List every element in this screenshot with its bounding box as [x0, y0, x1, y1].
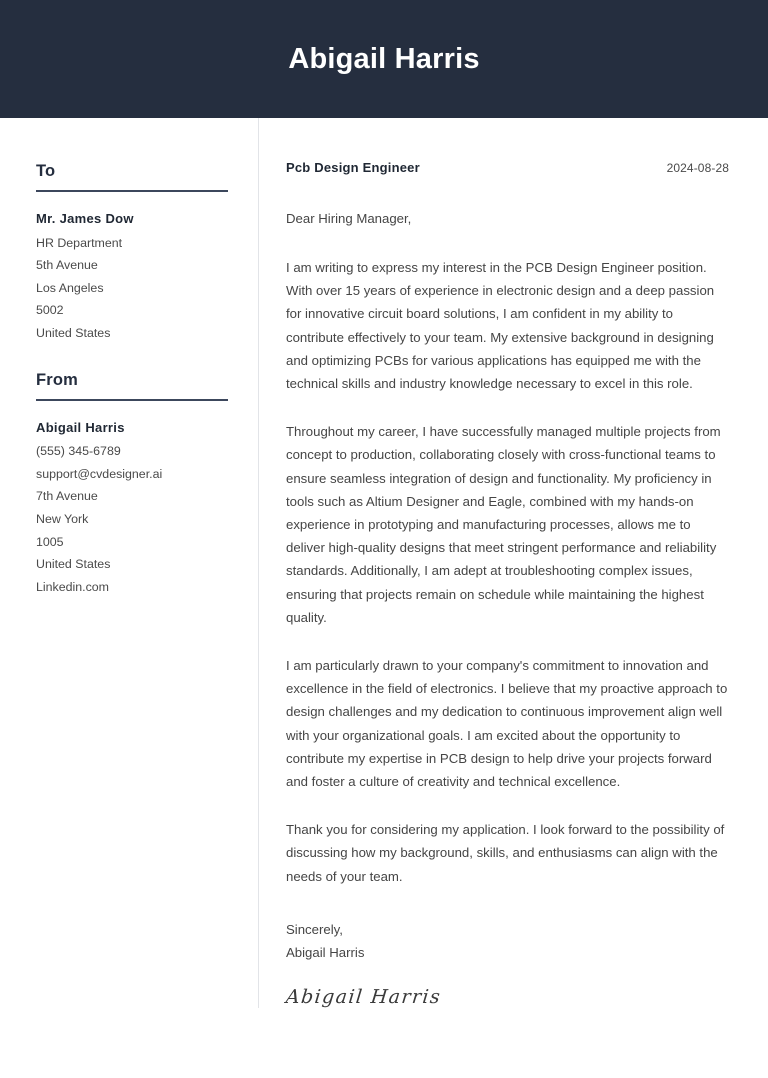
sender-block	[36, 371, 228, 599]
letter-paragraph: Thank you for considering my application. I look forward to the possibility of discussing how my background, skills, and enthusiasms can align with the needs of your team.	[286, 822, 725, 884]
recipient-postcode: 5002	[36, 303, 64, 318]
from-heading: From	[36, 370, 79, 389]
sender-country: United States	[36, 557, 111, 572]
job-title: Pcb Design Engineer	[286, 160, 420, 175]
sender-linkedin: Linkedin.com	[36, 579, 110, 594]
signature: Abigail Harris	[284, 986, 443, 1009]
letter-paragraph: I am particularly drawn to your company's commitment to innovation and excellence in the field of electronics. I believe that my proactive approach to design challenges and my dedication to continuous improvement align well with your organizational goals. I am excited about the opportunity to contribute my expertise in PCB design to help drive your projects forward and foster a culture of creativity and technical excellence.	[286, 658, 728, 790]
sender-phone: (555) 345-6789	[36, 444, 121, 459]
recipient-city: Los Angeles	[36, 280, 104, 295]
page-title: Abigail Harris	[288, 42, 480, 75]
closing-word: Sincerely,	[286, 921, 343, 937]
sender-email: support@cvdesigner.ai	[36, 466, 163, 481]
closing-block	[286, 918, 729, 964]
recipient-street: 5th Avenue	[36, 258, 98, 273]
letter-paragraph: Throughout my career, I have successfully managed multiple projects from concept to production, collaborating closely with cross-functional teams to ensure seamless integration of design and functionality. My proficiency in tools such as Altium Designer and Eagle, combined with my hands-on experience in prototyping and manufacturing processes, allows me to deliver high-quality designs that meet stringent performance and reliability standards. Additionally, I am adept at troubleshooting complex issues, ensuring that projects remain on schedule while maintaining the highest quality.	[286, 424, 721, 625]
recipient-country: United States	[36, 325, 111, 340]
to-rule	[36, 190, 228, 192]
sender-city: New York	[36, 511, 89, 526]
document-header	[0, 0, 768, 118]
sender-street: 7th Avenue	[36, 489, 98, 504]
letter-meta	[286, 160, 729, 175]
to-heading: To	[36, 162, 56, 180]
recipient-department: HR Department	[36, 235, 123, 250]
letter-paragraph: I am writing to express my interest in the PCB Design Engineer position. With over 15 years of experience in electronic design and a deep passion for innovative circuit board solutions, I am confident in my ability to contribute effectively to your team. My extensive background in designing and optimizing PCBs for various applications has equipped me with the technical skills and industry knowledge necessary to excel in this role.	[286, 260, 715, 392]
document-body	[0, 118, 768, 1008]
recipient-block	[36, 162, 228, 345]
sender-name: Abigail Harris	[36, 419, 125, 435]
from-rule	[36, 399, 228, 401]
closing-name: Abigail Harris	[286, 945, 365, 961]
sender-postcode: 1005	[36, 534, 64, 549]
recipient-name: Mr. James Dow	[36, 211, 134, 226]
letter-content	[259, 118, 768, 1008]
sidebar	[0, 118, 258, 624]
letter-date: 2024-08-28	[666, 161, 729, 175]
salutation: Dear Hiring Manager,	[286, 211, 412, 226]
